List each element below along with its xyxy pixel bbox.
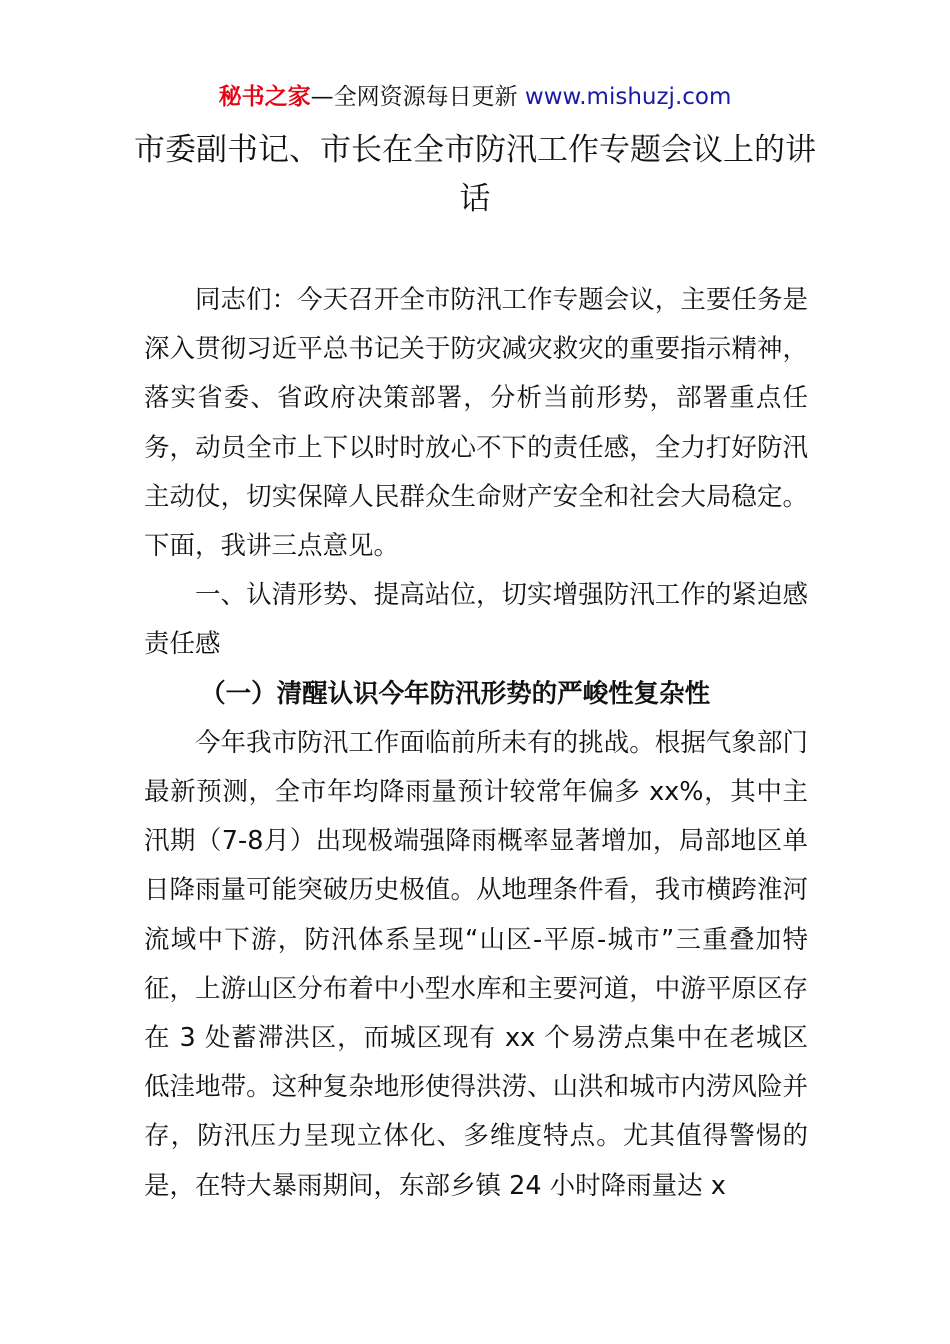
body-paragraph: 今年我市防汛工作面临前所未有的挑战。根据气象部门最新预测，全市年均降雨量预计较常年偏多 xx%，其中主汛期（7-8月）出现极端强降雨概率显著增加，局部地区单日降雨量可能突破历史极值。从地理条件看，我市横跨淮河流域中下游，防汛体系呈现“山区-平原-城市”三重叠加特征，上游山区分布着中小型水库和主要河道，中游平原区存在 3 处蓄滞洪区，而城区现有 xx 个易涝点集中在老城区低洼地带。这种复杂地形使得洪涝、山洪和城市内涝风险并存，防汛压力呈现立体化、多维度特点。尤其值得警惕的是，在特大暴雨期间，东部乡镇 24 小时降雨量达 x [144,727,808,1201]
brand-name: 秘书之家 [218,84,311,110]
document-title: 市委副书记、市长在全市防汛工作专题会议上的讲话 [134,132,816,217]
document-body [144,276,808,1211]
section-heading: 一、认清形势、提高站位，切实增强防汛工作的紧迫感责任感 [144,580,808,660]
opening-paragraph: 同志们：今天召开全市防汛工作专题会议，主要任务是深入贯彻习近平总书记关于防灾减灾救灾的重要指示精神，落实省委、省政府决策部署，分析当前形势，部署重点任务，动员全市上下以时时放心不下的责任感，全力打好防汛主动仗，切实保障人民群众生命财产安全和社会大局稳定。下面，我讲三点意见。 [144,285,808,562]
subsection-heading: （一）清醒认识今年防汛形势的严峻性复杂性 [200,678,711,709]
site-url[interactable]: www.mishuzj.com [524,84,732,110]
site-header [0,80,950,114]
header-slogan: —全网资源每日更新 [310,84,525,110]
